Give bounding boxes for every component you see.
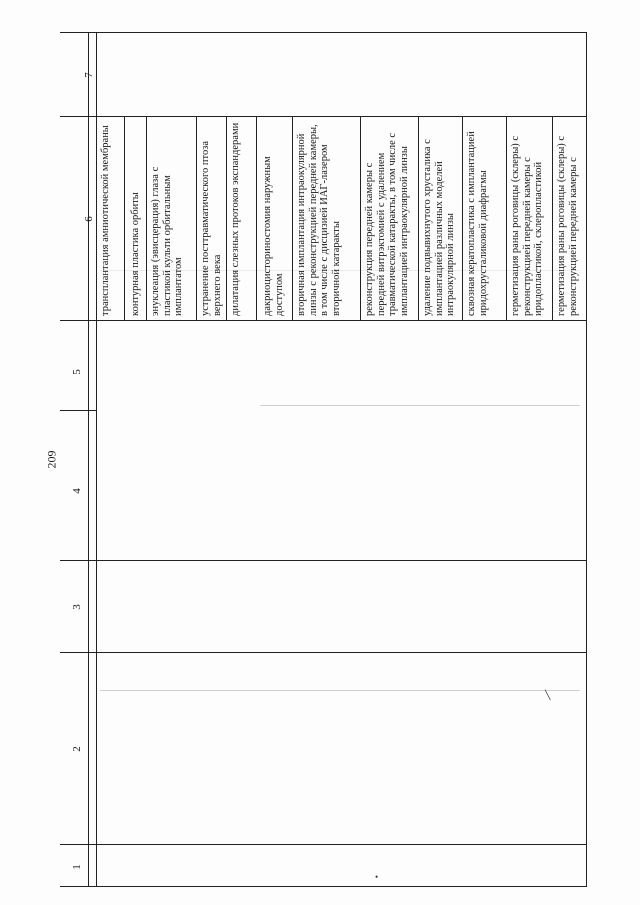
- table-border-bottom: [60, 886, 587, 887]
- row-sep: [146, 116, 147, 320]
- col-number-6: 6: [83, 216, 95, 222]
- procedure-cell: герметизация раны роговицы (склеры) с реконструкцией передней камеры с иридопластикой, склеропластикой: [510, 135, 544, 316]
- col-number-7: 7: [83, 72, 95, 78]
- procedure-cell: дилатация слезных протоков экспандерами: [230, 122, 241, 316]
- col-number-3: 3: [71, 604, 83, 610]
- procedure-cell: герметизация раны роговицы (склеры) с реконструкцией передней камеры с: [556, 135, 579, 316]
- col-number-2: 2: [71, 746, 83, 752]
- faint-line: [260, 405, 580, 406]
- col-number-1: 1: [71, 864, 83, 870]
- col-number-5: 5: [71, 369, 83, 375]
- col-sep-6-7: [60, 116, 587, 117]
- row-sep: [360, 116, 361, 320]
- row-sep: [552, 116, 553, 320]
- table-border-right: [586, 32, 587, 887]
- col-sep-1-2: [60, 844, 587, 845]
- procedure-cell: дакриоцисториностомия наружным доступом: [262, 156, 285, 316]
- col-sep-3-4: [60, 560, 587, 561]
- row-sep: [418, 116, 419, 320]
- header-strip-line: [96, 32, 97, 887]
- faint-line: [100, 690, 580, 691]
- row-sep: [226, 116, 227, 320]
- table-border-top: [60, 32, 587, 33]
- row-sep: [256, 116, 257, 320]
- col-sep-2-3: [60, 652, 587, 653]
- procedure-cell: вторичная имплантация интраокулярной линзы с реконструкцией передней камеры, в том числе с дисцизией ИАГ-лазером вторичной катаракты: [296, 124, 342, 316]
- page-number: 209: [44, 450, 59, 469]
- col-sep-4-5: [60, 410, 96, 411]
- col-sep-5-6: [60, 320, 587, 321]
- row-sep: [506, 116, 507, 320]
- row-sep: [462, 116, 463, 320]
- procedure-cell: контурная пластика орбиты: [130, 192, 141, 316]
- col-number-4: 4: [71, 488, 83, 494]
- procedure-cell: энуклеация (эвисцерация) глаза с пластикой культи орбитальным имплантатом: [150, 166, 184, 316]
- table-border-left: [88, 32, 89, 887]
- row-sep: [292, 116, 293, 320]
- row-sep: [124, 116, 125, 320]
- procedure-cell: сквозная кератопластика с имплантацией иридохрусталиковой диафрагмы: [466, 131, 489, 316]
- procedure-cell: реконструкция передней камеры с передней витрэктомией с удалением травматической катаракты, в том числе с имплантацией интраокулярной линзы: [364, 132, 410, 316]
- scan-mark: •: [375, 872, 379, 882]
- procedure-cell: трансплантация амниотической мембраны: [100, 125, 111, 316]
- scan-mark: ╲: [545, 690, 551, 700]
- procedure-cell: устранение посттравматического птоза верхнего века: [200, 140, 223, 316]
- row-sep: [196, 116, 197, 320]
- procedure-cell: удаление подвывихнутого хрусталика с имплантацией различных моделей интраокулярной линзы: [422, 139, 456, 316]
